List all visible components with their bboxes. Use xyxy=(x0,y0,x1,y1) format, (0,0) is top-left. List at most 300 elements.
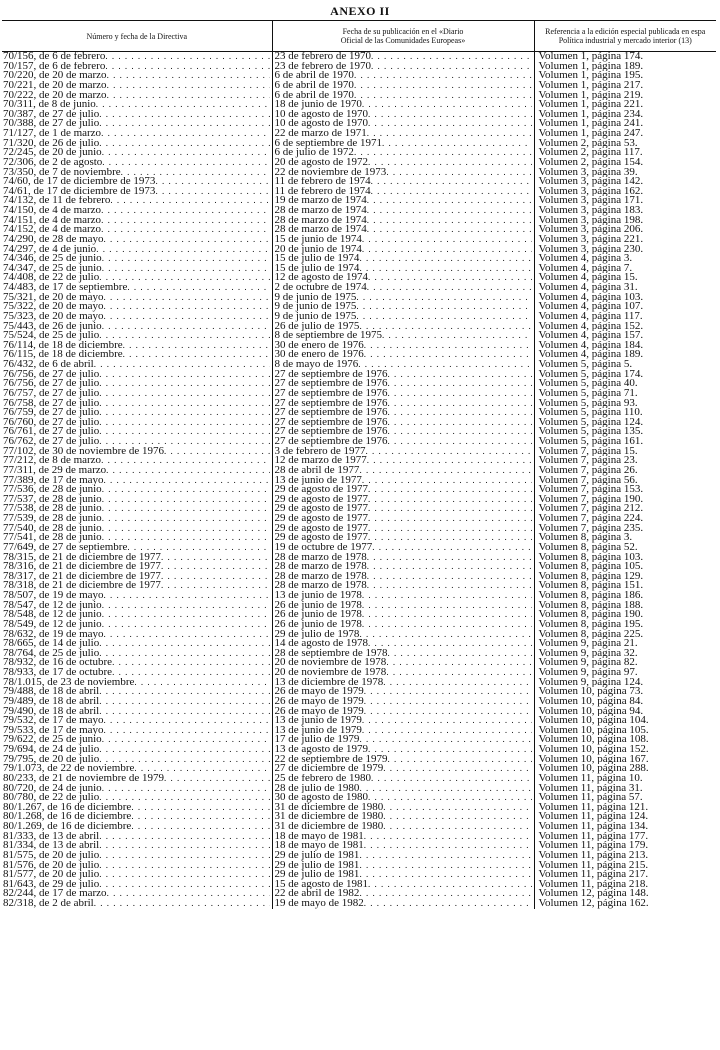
directive-cell: 78/507, de 19 de mayo . . . xyxy=(2,591,272,601)
publication-date-cell: 30 de enero de 1976 . . . xyxy=(272,350,534,360)
directive-cell: 72/245, de 20 de junio . . . xyxy=(2,148,272,158)
directive-cell: 82/318, de 2 de abril . . . xyxy=(2,899,272,909)
directive-cell: 78/549, de 12 de junio . . . xyxy=(2,620,272,630)
publication-date-cell: 30 de enero de 1976 . . . xyxy=(272,341,534,351)
leader-dots xyxy=(155,177,269,187)
publication-date-cell: 12 de marzo de 1977 . . . xyxy=(272,456,534,466)
leader-dots xyxy=(371,52,531,62)
table-row xyxy=(2,610,716,620)
table-row xyxy=(2,437,716,447)
publication-date-cell: 28 de abril de 1977 . . . xyxy=(272,466,534,476)
publication-date-cell: 27 de septiembre de 1976 . . . xyxy=(272,379,534,389)
leader-dots xyxy=(362,601,532,611)
leader-dots xyxy=(356,293,531,303)
reference-cell: Volumen 7, página 153. xyxy=(534,485,716,495)
publication-date-cell: 28 de julio de 1980 . . . xyxy=(272,784,534,794)
header-publication-date: Fecha de su publicación en el «Diario Oficial de las Comunidades Europeas» xyxy=(272,21,534,52)
leader-dots xyxy=(368,639,532,649)
reference-cell: Volumen 8, página 225. xyxy=(534,630,716,640)
reference-cell: Volumen 1, página 241. xyxy=(534,119,716,129)
directive-cell: 77/536, de 28 de junio . . . xyxy=(2,485,272,495)
publication-date-cell: 22 de noviembre de 1973 . . . xyxy=(272,168,534,178)
leader-dots xyxy=(104,716,270,726)
leader-dots xyxy=(99,389,269,399)
reference-cell: Volumen 4, página 31. xyxy=(534,283,716,293)
table-row xyxy=(2,649,716,659)
table-row xyxy=(2,466,716,476)
table-row xyxy=(2,861,716,871)
reference-cell: Volumen 1, página 217. xyxy=(534,81,716,91)
table-row xyxy=(2,62,716,72)
publication-date-cell: 26 de junio de 1978 . . . xyxy=(272,620,534,630)
leader-dots xyxy=(107,71,270,81)
leader-dots xyxy=(366,447,532,457)
publication-date-cell: 27 de septiembre de 1976 . . . xyxy=(272,437,534,447)
leader-dots xyxy=(359,322,531,332)
leader-dots xyxy=(371,774,531,784)
publication-date-cell: 31 de diciembre de 1980 . . . xyxy=(272,822,534,832)
directive-cell: 80/720, de 24 de junio . . . xyxy=(2,784,272,794)
table-row xyxy=(2,543,716,553)
publication-date-cell: 26 de mayo de 1979 . . . xyxy=(272,707,534,717)
reference-cell: Volumen 5, página 110. xyxy=(534,408,716,418)
reference-cell: Volumen 11, página 134. xyxy=(534,822,716,832)
reference-cell: Volumen 4, página 189. xyxy=(534,350,716,360)
table-row xyxy=(2,418,716,428)
publication-date-cell: 22 de marzo de 1971 . . . xyxy=(272,129,534,139)
leader-dots xyxy=(367,553,532,563)
publication-date-cell: 2 de octubre de 1974 . . . xyxy=(272,283,534,293)
leader-dots xyxy=(359,630,531,640)
publication-date-cell: 28 de marzo de 1978 . . . xyxy=(272,562,534,572)
table-row xyxy=(2,216,716,226)
directive-cell: 74/132, de 11 de febrero . . . xyxy=(2,196,272,206)
publication-date-cell: 10 de agosto de 1970 . . . xyxy=(272,110,534,120)
leader-dots xyxy=(383,678,531,688)
directive-cell: 77/537, de 28 de junio . . . xyxy=(2,495,272,505)
publication-date-cell: 28 de marzo de 1978 . . . xyxy=(272,572,534,582)
leader-dots xyxy=(367,196,532,206)
directive-cell: 71/127, de 1 de marzo . . . xyxy=(2,129,272,139)
leader-dots xyxy=(99,861,269,871)
leader-dots xyxy=(368,495,532,505)
publication-date-cell: 3 de febrero de 1977 . . . xyxy=(272,447,534,457)
table-row xyxy=(2,572,716,582)
leader-dots xyxy=(388,418,532,428)
table-row xyxy=(2,350,716,360)
leader-dots xyxy=(388,649,532,659)
reference-cell: Volumen 11, página 179. xyxy=(534,841,716,851)
publication-date-cell: 19 de octubre de 1977 . . . xyxy=(272,543,534,553)
leader-dots xyxy=(371,187,532,197)
reference-cell: Volumen 11, página 31. xyxy=(534,784,716,794)
reference-cell: Volumen 11, página 218. xyxy=(534,880,716,890)
reference-cell: Volumen 10, página 105. xyxy=(534,726,716,736)
table-row xyxy=(2,591,716,601)
publication-date-cell: 20 de noviembre de 1978 . . . xyxy=(272,668,534,678)
table-row xyxy=(2,119,716,129)
reference-cell: Volumen 5, página 40. xyxy=(534,379,716,389)
leader-dots xyxy=(102,514,270,524)
publication-date-cell: 29 de agosto de 1977 . . . xyxy=(272,485,534,495)
publication-date-cell: 28 de marzo de 1974 . . . xyxy=(272,216,534,226)
leader-dots xyxy=(161,572,270,582)
publication-date-cell: 27 de septiembre de 1976 . . . xyxy=(272,427,534,437)
reference-cell: Volumen 8, página 195. xyxy=(534,620,716,630)
publication-date-cell: 6 de julio de 1972 . . . xyxy=(272,148,534,158)
leader-dots xyxy=(96,100,270,110)
leader-dots xyxy=(102,322,270,332)
leader-dots xyxy=(362,100,532,110)
reference-cell: Volumen 7, página 224. xyxy=(534,514,716,524)
table-row xyxy=(2,148,716,158)
leader-dots xyxy=(155,187,269,197)
table-row xyxy=(2,735,716,745)
table-row xyxy=(2,745,716,755)
reference-cell: Volumen 8, página 103. xyxy=(534,553,716,563)
leader-dots xyxy=(367,129,532,139)
table-row xyxy=(2,52,716,62)
leader-dots xyxy=(367,283,532,293)
publication-date-cell: 29 de julio de 1981 . . . xyxy=(272,861,534,871)
reference-cell: Volumen 8, página 129. xyxy=(534,572,716,582)
table-row xyxy=(2,476,716,486)
leader-dots xyxy=(371,62,531,72)
publication-date-cell: 29 de julio de 1981 . . . xyxy=(272,851,534,861)
publication-date-cell: 15 de julio de 1974 . . . xyxy=(272,254,534,264)
leader-dots xyxy=(99,687,269,697)
reference-cell: Volumen 7, página 56. xyxy=(534,476,716,486)
reference-cell: Volumen 8, página 105. xyxy=(534,562,716,572)
leader-dots xyxy=(362,245,532,255)
leader-dots xyxy=(99,870,269,880)
leader-dots xyxy=(388,755,532,765)
leader-dots xyxy=(383,822,531,832)
table-row xyxy=(2,168,716,178)
directive-cell: 74/151, de 4 de marzo . . . xyxy=(2,216,272,226)
leader-dots xyxy=(386,168,531,178)
leader-dots xyxy=(123,350,270,360)
leader-dots xyxy=(102,158,269,168)
leader-dots xyxy=(368,745,532,755)
leader-dots xyxy=(99,841,269,851)
table-row xyxy=(2,158,716,168)
directive-cell: 74/483, de 17 de septiembre . . . xyxy=(2,283,272,293)
leader-dots xyxy=(105,62,269,72)
directive-cell: 76/762, de 27 de julio . . . xyxy=(2,437,272,447)
leader-dots xyxy=(104,630,270,640)
leader-dots xyxy=(104,312,270,322)
table-row xyxy=(2,81,716,91)
publication-date-cell: 11 de febrero de 1974 . . . xyxy=(272,177,534,187)
table-row xyxy=(2,601,716,611)
directive-cell: 77/212, de 8 de marzo . . . xyxy=(2,456,272,466)
leader-dots xyxy=(362,591,532,601)
leader-dots xyxy=(386,668,531,678)
leader-dots xyxy=(388,389,532,399)
reference-cell: Volumen 11, página 213. xyxy=(534,851,716,861)
leader-dots xyxy=(354,91,532,101)
table-row xyxy=(2,793,716,803)
reference-cell: Volumen 4, página 184. xyxy=(534,341,716,351)
reference-cell: Volumen 8, página 52. xyxy=(534,543,716,553)
reference-cell: Volumen 9, página 124. xyxy=(534,678,716,688)
leader-dots xyxy=(104,726,270,736)
table-row xyxy=(2,841,716,851)
leader-dots xyxy=(359,861,531,871)
publication-date-cell: 13 de junio de 1977 . . . xyxy=(272,476,534,486)
publication-date-cell: 19 de mayo de 1982 . . . xyxy=(272,899,534,909)
table-row xyxy=(2,293,716,303)
directive-cell: 81/334, de 13 de abril . . . xyxy=(2,841,272,851)
publication-date-cell: 22 de septiembre de 1979 . . . xyxy=(272,755,534,765)
directive-cell: 70/222, de 20 de marzo . . . xyxy=(2,91,272,101)
directive-cell: 80/1.268, de 16 de diciembre . . . xyxy=(2,812,272,822)
leader-dots xyxy=(106,466,269,476)
leader-dots xyxy=(101,129,269,139)
publication-date-cell: 29 de agosto de 1977 . . . xyxy=(272,504,534,514)
directive-cell: 74/290, de 28 de mayo . . . xyxy=(2,235,272,245)
table-row xyxy=(2,639,716,649)
leader-dots xyxy=(131,822,269,832)
directive-cell: 75/524, de 25 de julio . . . xyxy=(2,331,272,341)
directive-cell: 75/322, de 20 de mayo . . . xyxy=(2,302,272,312)
directive-cell: 78/548, de 12 de junio . . . xyxy=(2,610,272,620)
publication-date-cell: 20 de agosto de 1972 . . . xyxy=(272,158,534,168)
table-row xyxy=(2,235,716,245)
directive-cell: 70/220, de 20 de marzo . . . xyxy=(2,71,272,81)
publication-date-cell: 18 de mayo de 1981 . . . xyxy=(272,841,534,851)
reference-cell: Volumen 8, página 190. xyxy=(534,610,716,620)
leader-dots xyxy=(382,331,531,341)
reference-cell: Volumen 11, página 217. xyxy=(534,870,716,880)
reference-cell: Volumen 5, página 161. xyxy=(534,437,716,447)
publication-date-cell: 26 de junio de 1978 . . . xyxy=(272,601,534,611)
reference-cell: Volumen 10, página 288. xyxy=(534,764,716,774)
directive-cell: 80/1.269, de 16 de diciembre . . . xyxy=(2,822,272,832)
reference-cell: Volumen 8, página 151. xyxy=(534,581,716,591)
directive-cell: 78/316, de 21 de diciembre de 1977 . . . xyxy=(2,562,272,572)
reference-cell: Volumen 7, página 26. xyxy=(534,466,716,476)
leader-dots xyxy=(359,466,531,476)
table-row xyxy=(2,206,716,216)
table-row xyxy=(2,658,716,668)
leader-dots xyxy=(161,562,270,572)
leader-dots xyxy=(164,447,270,457)
leader-dots xyxy=(102,264,270,274)
reference-cell: Volumen 4, página 103. xyxy=(534,293,716,303)
reference-cell: Volumen 2, página 53. xyxy=(534,139,716,149)
reference-cell: Volumen 11, página 57. xyxy=(534,793,716,803)
reference-cell: Volumen 2, página 117. xyxy=(534,148,716,158)
reference-cell: Volumen 10, página 152. xyxy=(534,745,716,755)
publication-date-cell: 20 de noviembre de 1978 . . . xyxy=(272,658,534,668)
leader-dots xyxy=(358,360,531,370)
publication-date-cell: 26 de junio de 1978 . . . xyxy=(272,610,534,620)
reference-cell: Volumen 4, página 152. xyxy=(534,322,716,332)
leader-dots xyxy=(99,370,269,380)
reference-cell: Volumen 1, página 174. xyxy=(534,52,716,62)
table-row xyxy=(2,774,716,784)
leader-dots xyxy=(367,581,532,591)
reference-cell: Volumen 5, página 5. xyxy=(534,360,716,370)
reference-cell: Volumen 4, página 15. xyxy=(534,273,716,283)
reference-cell: Volumen 3, página 162. xyxy=(534,187,716,197)
leader-dots xyxy=(383,803,531,813)
directive-cell: 74/347, de 25 de junio . . . xyxy=(2,264,272,274)
publication-date-cell: 13 de junio de 1979 . . . xyxy=(272,726,534,736)
directive-cell: 70/311, de 8 de junio . . . xyxy=(2,100,272,110)
leader-dots xyxy=(368,793,532,803)
table-row xyxy=(2,832,716,842)
directive-cell: 79/1.073, de 22 de noviembre . . . xyxy=(2,764,272,774)
publication-date-cell: 29 de agosto de 1977 . . . xyxy=(272,495,534,505)
publication-date-cell: 9 de junio de 1975 . . . xyxy=(272,312,534,322)
directive-cell: 81/575, de 20 de julio . . . xyxy=(2,851,272,861)
reference-cell: Volumen 2, página 154. xyxy=(534,158,716,168)
leader-dots xyxy=(96,245,269,255)
publication-date-cell: 27 de septiembre de 1976 . . . xyxy=(272,399,534,409)
leader-dots xyxy=(364,707,532,717)
publication-date-cell: 9 de junio de 1975 . . . xyxy=(272,293,534,303)
table-row xyxy=(2,379,716,389)
leader-dots xyxy=(364,832,532,842)
directive-cell: 77/649, de 27 de septiembre . . . xyxy=(2,543,272,553)
publication-date-cell: 29 de agosto de 1977 . . . xyxy=(272,533,534,543)
publication-date-cell: 27 de septiembre de 1976 . . . xyxy=(272,418,534,428)
directive-cell: 74/61, de 17 de diciembre de 1973 . . . xyxy=(2,187,272,197)
leader-dots xyxy=(99,139,269,149)
leader-dots xyxy=(99,755,269,765)
leader-dots xyxy=(359,889,531,899)
reference-cell: Volumen 11, página 177. xyxy=(534,832,716,842)
publication-date-cell: 20 de junio de 1974 . . . xyxy=(272,245,534,255)
leader-dots xyxy=(99,119,269,129)
table-row xyxy=(2,456,716,466)
table-row xyxy=(2,273,716,283)
table-row xyxy=(2,581,716,591)
reference-cell: Volumen 9, página 97. xyxy=(534,668,716,678)
leader-dots xyxy=(99,649,269,659)
publication-date-cell: 9 de junio de 1975 . . . xyxy=(272,302,534,312)
table-row xyxy=(2,899,716,909)
directive-cell: 76/760, de 27 de julio . . . xyxy=(2,418,272,428)
leader-dots xyxy=(112,668,269,678)
table-row xyxy=(2,553,716,563)
directive-cell: 70/156, de 6 de febrero . . . xyxy=(2,52,272,62)
reference-cell: Volumen 3, página 198. xyxy=(534,216,716,226)
leader-dots xyxy=(382,139,531,149)
reference-cell: Volumen 12, página 162. xyxy=(534,899,716,909)
leader-dots xyxy=(99,697,269,707)
leader-dots xyxy=(99,707,269,717)
leader-dots xyxy=(367,225,532,235)
leader-dots xyxy=(102,254,270,264)
reference-cell: Volumen 4, página 157. xyxy=(534,331,716,341)
table-row xyxy=(2,562,716,572)
publication-date-cell: 17 de julio de 1979 . . . xyxy=(272,735,534,745)
publication-date-cell: 27 de septiembre de 1976 . . . xyxy=(272,370,534,380)
directive-cell: 80/233, de 21 de noviembre de 1979 . . . xyxy=(2,774,272,784)
reference-cell: Volumen 9, página 21. xyxy=(534,639,716,649)
publication-date-cell: 27 de diciembre de 1979 . . . xyxy=(272,764,534,774)
publication-date-cell: 28 de marzo de 1978 . . . xyxy=(272,581,534,591)
reference-cell: Volumen 1, página 219. xyxy=(534,91,716,101)
publication-date-cell: 8 de septiembre de 1975 . . . xyxy=(272,331,534,341)
leader-dots xyxy=(102,784,270,794)
reference-cell: Volumen 5, página 174. xyxy=(534,370,716,380)
table-row xyxy=(2,697,716,707)
leader-dots xyxy=(110,196,269,206)
table-row xyxy=(2,485,716,495)
table-row xyxy=(2,254,716,264)
directive-cell: 77/538, de 28 de junio . . . xyxy=(2,504,272,514)
directive-cell: 81/577, de 20 de julio . . . xyxy=(2,870,272,880)
table-row xyxy=(2,764,716,774)
leader-dots xyxy=(362,726,532,736)
publication-date-cell: 19 de marzo de 1974 . . . xyxy=(272,196,534,206)
leader-dots xyxy=(104,235,270,245)
publication-date-cell: 6 de abril de 1970 . . . xyxy=(272,81,534,91)
directive-cell: 72/306, de 2 de agosto . . . xyxy=(2,158,272,168)
table-row xyxy=(2,678,716,688)
leader-dots xyxy=(354,148,532,158)
leader-dots xyxy=(99,408,269,418)
leader-dots xyxy=(364,697,532,707)
leader-dots xyxy=(362,716,532,726)
leader-dots xyxy=(388,379,532,389)
directive-cell: 77/389, de 17 de mayo . . . xyxy=(2,476,272,486)
publication-date-cell: 6 de abril de 1970 . . . xyxy=(272,71,534,81)
table-row xyxy=(2,331,716,341)
publication-date-cell: 23 de febrero de 1970 . . . xyxy=(272,52,534,62)
leader-dots xyxy=(359,264,531,274)
table-row xyxy=(2,360,716,370)
table-row xyxy=(2,514,716,524)
leader-dots xyxy=(102,485,270,495)
leader-dots xyxy=(134,678,269,688)
reference-cell: Volumen 5, página 93. xyxy=(534,399,716,409)
publication-date-cell: 6 de abril de 1970 . . . xyxy=(272,91,534,101)
leader-dots xyxy=(99,418,269,428)
publication-date-cell: 15 de julio de 1974 . . . xyxy=(272,264,534,274)
leader-dots xyxy=(368,533,532,543)
publication-date-cell: 27 de septiembre de 1976 . . . xyxy=(272,408,534,418)
leader-dots xyxy=(104,302,270,312)
leader-dots xyxy=(123,341,270,351)
leader-dots xyxy=(362,610,532,620)
table-row xyxy=(2,851,716,861)
directive-cell: 70/157, de 6 de febrero . . . xyxy=(2,62,272,72)
leader-dots xyxy=(359,254,531,264)
reference-cell: Volumen 9, página 82. xyxy=(534,658,716,668)
table-row xyxy=(2,264,716,274)
leader-dots xyxy=(383,764,531,774)
table-row xyxy=(2,408,716,418)
leader-dots xyxy=(368,524,532,534)
directive-cell: 82/244, de 17 de marzo . . . xyxy=(2,889,272,899)
leader-dots xyxy=(99,331,269,341)
directive-cell: 79/795, de 20 de julio . . . xyxy=(2,755,272,765)
leader-dots xyxy=(102,524,270,534)
directive-cell: 77/102, de 30 de noviembre de 1976 . . . xyxy=(2,447,272,457)
table-row xyxy=(2,524,716,534)
leader-dots xyxy=(367,456,532,466)
directive-cell: 76/759, de 27 de julio . . . xyxy=(2,408,272,418)
header-reference: Referencia a la edición especial publicada en espa Política industrial y mercado interior (13) xyxy=(534,21,716,52)
table-row xyxy=(2,399,716,409)
reference-cell: Volumen 8, página 186. xyxy=(534,591,716,601)
